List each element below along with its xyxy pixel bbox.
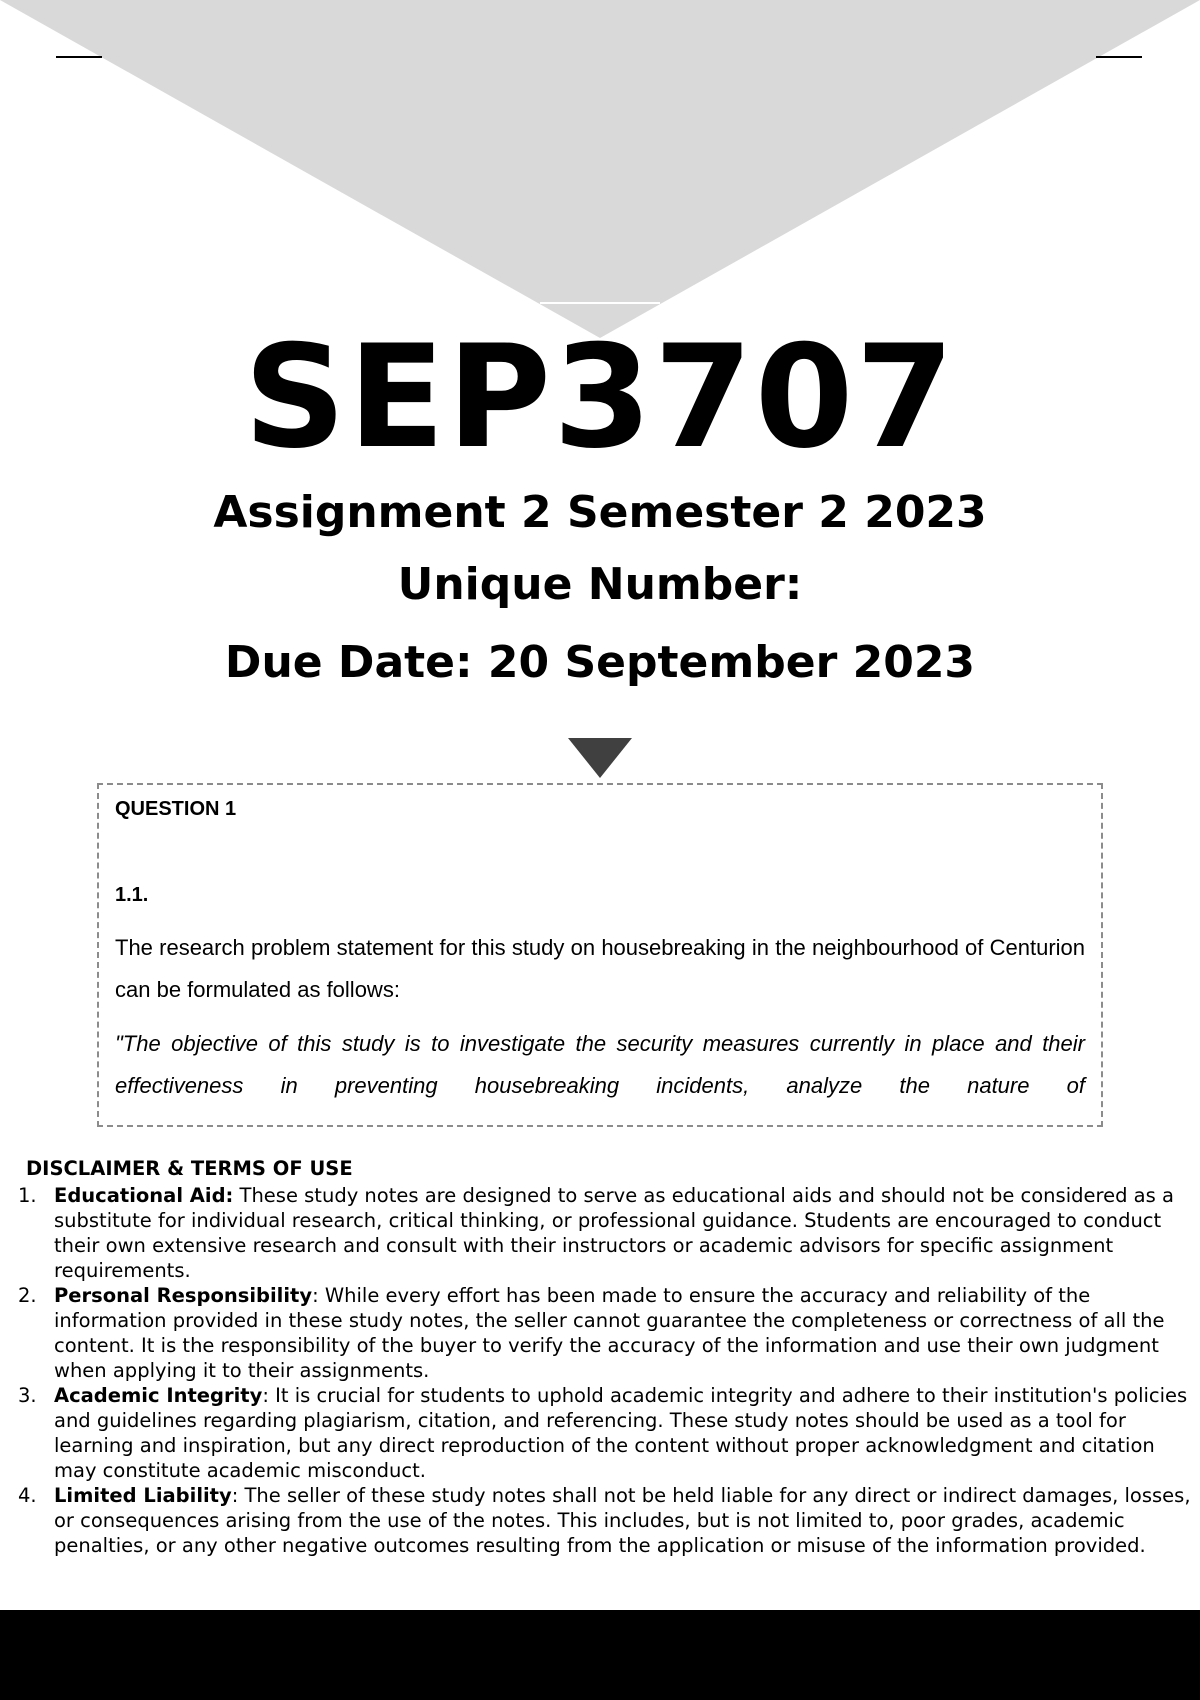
unique-number-label: Unique Number:: [397, 559, 803, 610]
banner-chevron-shape: [0, 0, 1200, 338]
disclaimer-section: [0, 1155, 1200, 1558]
corner-rule-right: [1096, 56, 1142, 58]
term-body: : It is crucial for students to uphold academic integrity and adhere to their institution's policies and guidelines regarding plagiarism, citation, and referencing. These study notes should be used as a tool for learning and inspiration, but any direct reproduction of the content without proper acknowledgment and citation may constitute academic misconduct.: [54, 1384, 1188, 1482]
term-body: : The seller of these study notes shall not be held liable for any direct or indirect damages, losses, or consequences arising from the use of the notes. This includes, but is not limited to, poor grades, academic penalties, or any other negative outcomes resulting from the application or misuse of the information provided.: [54, 1484, 1191, 1557]
down-triangle-icon: [568, 738, 632, 778]
question-intro-text: The research problem statement for this study on housebreaking in the neighbourhood of Centurion can be formulated as follows:: [115, 935, 1085, 1002]
term-number: 3.: [18, 1384, 37, 1407]
term-item-academic-integrity: [0, 1383, 1200, 1483]
disclaimer-title: DISCLAIMER & TERMS OF USE: [26, 1157, 353, 1180]
due-date-label: Due Date: 20 September 2023: [224, 637, 976, 688]
term-body: These study notes are designed to serve as educational aids and should not be considered as a substitute for individual research, critical thinking, or professional guidance. Students are encouraged to conduct their own extensive research and consult with their instructors or academic advisors for specific assignment requirements.: [54, 1184, 1174, 1282]
course-code-title: SEP3707: [243, 315, 957, 480]
term-heading: Limited Liability: [54, 1484, 232, 1507]
term-number: 2.: [18, 1284, 37, 1307]
terms-list: [0, 1183, 1200, 1558]
term-body: : While every effort has been made to ensure the accuracy and reliability of the information provided in these study notes, the seller cannot guarantee the completeness or correctness of all the content. It is the responsibility of the buyer to verify the accuracy of the information and use their own judgment when applying it to their assignments.: [54, 1284, 1165, 1382]
banner-chevron-graphic: [0, 0, 1200, 340]
assignment-subtitle: Assignment 2 Semester 2 2023: [213, 487, 987, 538]
question-preview-box: [97, 783, 1103, 1127]
term-heading: Personal Responsibility: [54, 1284, 313, 1307]
term-item-educational-aid: [0, 1183, 1200, 1283]
term-number: 4.: [18, 1484, 37, 1507]
question-quote-text: "The objective of this study is to investigate the security measures currently in place and their effectiveness in preventing housebreaking incidents, analyze the nature of: [115, 1031, 1085, 1098]
corner-rule-left: [56, 56, 102, 58]
term-item-limited-liability: [0, 1483, 1200, 1558]
term-item-personal-responsibility: [0, 1283, 1200, 1383]
term-number: 1.: [18, 1184, 37, 1207]
question-heading: QUESTION 1: [115, 798, 237, 820]
question-number: 1.1.: [115, 884, 149, 906]
term-heading: Educational Aid:: [54, 1184, 234, 1207]
term-heading: Academic Integrity: [54, 1384, 263, 1407]
bottom-black-bar: [0, 1610, 1200, 1700]
